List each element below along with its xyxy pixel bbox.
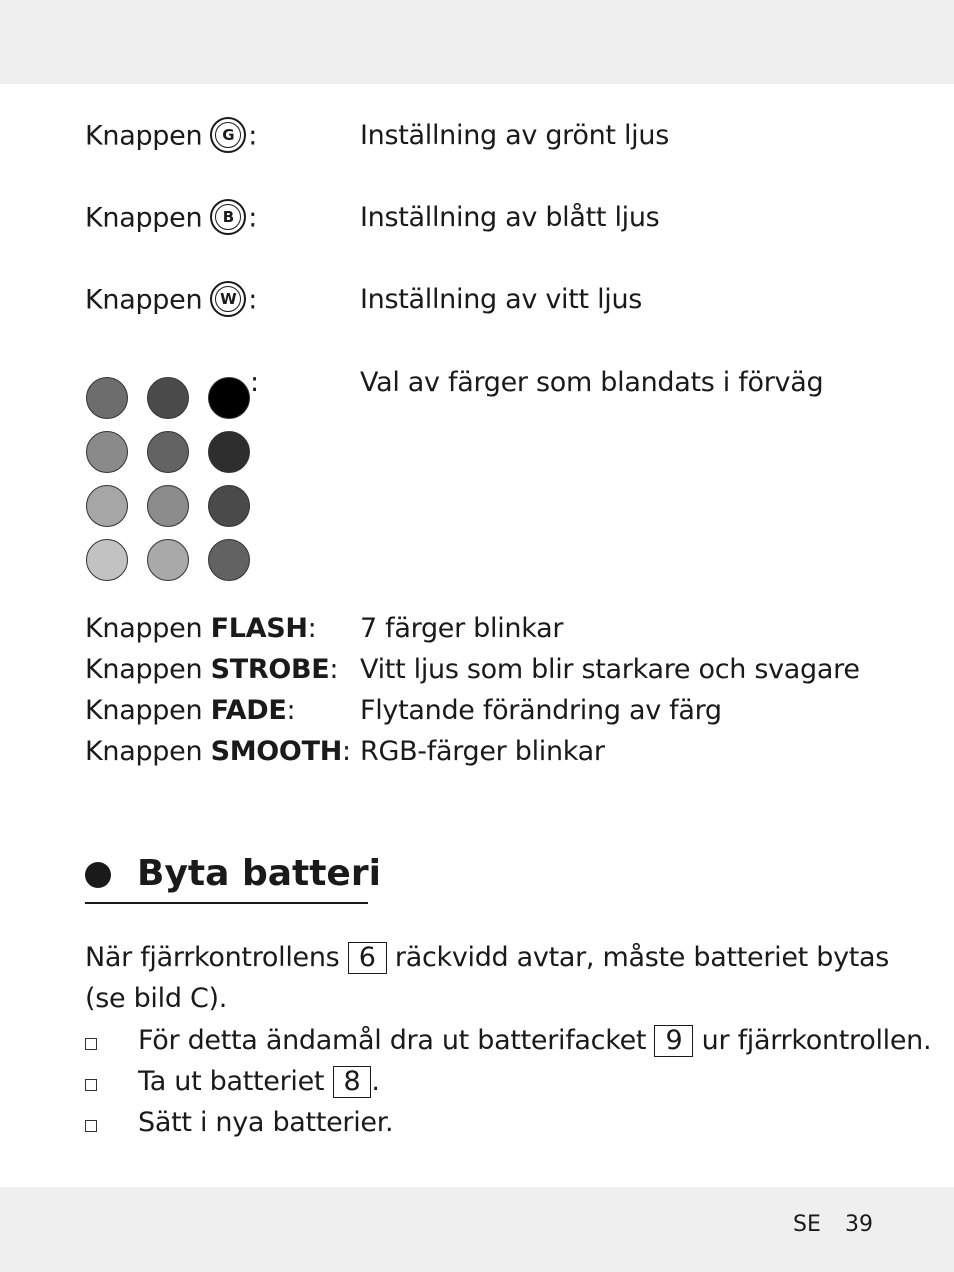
mode-row-flash xyxy=(85,612,316,646)
button-row-b xyxy=(85,201,257,237)
color-swatch xyxy=(208,377,250,419)
reference-number: 9 xyxy=(654,1025,693,1057)
color-swatch xyxy=(147,431,189,473)
top-band xyxy=(0,0,954,84)
reference-number: 6 xyxy=(348,942,387,974)
color-swatch xyxy=(86,485,128,527)
color-swatch xyxy=(147,377,189,419)
mode-label: Knappen xyxy=(85,613,203,644)
step-text: Sätt i nya batterier. xyxy=(138,1107,394,1138)
footer-language: SE xyxy=(793,1212,821,1237)
button-row-g xyxy=(85,119,257,155)
icon-letter: W xyxy=(220,290,237,308)
color-swatch xyxy=(147,485,189,527)
mode-description: Vitt ljus som blir starkare och svagare xyxy=(360,654,860,685)
intro-text: räckvidd avtar, måste batteriet bytas xyxy=(394,942,890,973)
g-button-icon xyxy=(210,117,246,153)
section-title: Byta batteri xyxy=(137,853,381,894)
section-heading xyxy=(85,850,381,904)
icon-letter: B xyxy=(222,208,234,226)
colon: : xyxy=(307,613,317,644)
checkbox-icon xyxy=(85,1038,97,1050)
b-button-icon xyxy=(210,199,246,235)
mode-description: Flytande förändring av färg xyxy=(360,695,722,726)
preset-description: Val av färger som blandats i förväg xyxy=(360,367,824,398)
row-description: Inställning av grönt ljus xyxy=(360,120,669,151)
colon: : xyxy=(248,284,258,316)
page-number: 39 xyxy=(845,1212,873,1237)
intro-text: När fjärrkontrollens xyxy=(85,942,340,973)
color-swatch xyxy=(208,485,250,527)
mode-name: FLASH xyxy=(210,613,308,644)
step-item xyxy=(138,1106,393,1140)
checkbox-icon xyxy=(85,1120,97,1132)
color-swatch xyxy=(208,539,250,581)
step-item xyxy=(138,1024,931,1058)
mode-label: Knappen xyxy=(85,654,203,685)
step-text: . xyxy=(371,1066,380,1097)
row-description: Inställning av blått ljus xyxy=(360,202,660,233)
row-label: Knappen xyxy=(85,284,203,316)
step-text: För detta ändamål dra ut batterifacket xyxy=(138,1025,647,1056)
mode-row-smooth xyxy=(85,735,351,769)
mode-label: Knappen xyxy=(85,695,203,726)
row-label: Knappen xyxy=(85,120,203,152)
color-swatch xyxy=(86,431,128,473)
step-text: ur fjärrkontrollen. xyxy=(701,1025,932,1056)
intro-line-1 xyxy=(85,941,889,975)
bullet-icon xyxy=(85,862,111,888)
colon: : xyxy=(342,736,351,767)
color-swatch xyxy=(208,431,250,473)
colon: : xyxy=(286,695,296,726)
icon-letter: G xyxy=(222,126,235,144)
w-button-icon xyxy=(210,281,246,317)
mode-label: Knappen xyxy=(85,736,203,767)
color-swatch xyxy=(147,539,189,581)
mode-row-strobe xyxy=(85,653,338,687)
colon: : xyxy=(329,654,339,685)
checkbox-icon xyxy=(85,1079,97,1091)
intro-line-2: (se bild C). xyxy=(85,983,228,1014)
mode-name: FADE xyxy=(210,695,287,726)
mode-name: STROBE xyxy=(210,654,330,685)
row-label: Knappen xyxy=(85,202,203,234)
colon: : xyxy=(248,202,258,234)
mode-name: SMOOTH xyxy=(210,736,342,767)
button-row-w xyxy=(85,283,257,319)
color-swatch xyxy=(86,539,128,581)
color-swatch xyxy=(86,377,128,419)
row-description: Inställning av vitt ljus xyxy=(360,284,643,315)
colon: : xyxy=(248,120,258,152)
reference-number: 8 xyxy=(333,1066,372,1098)
mode-description: 7 färger blinkar xyxy=(360,613,564,644)
step-text: Ta ut batteriet xyxy=(138,1066,325,1097)
mode-description: RGB-färger blinkar xyxy=(360,736,605,767)
step-item xyxy=(138,1065,380,1099)
mode-row-fade xyxy=(85,694,295,728)
colon: : xyxy=(250,367,259,398)
